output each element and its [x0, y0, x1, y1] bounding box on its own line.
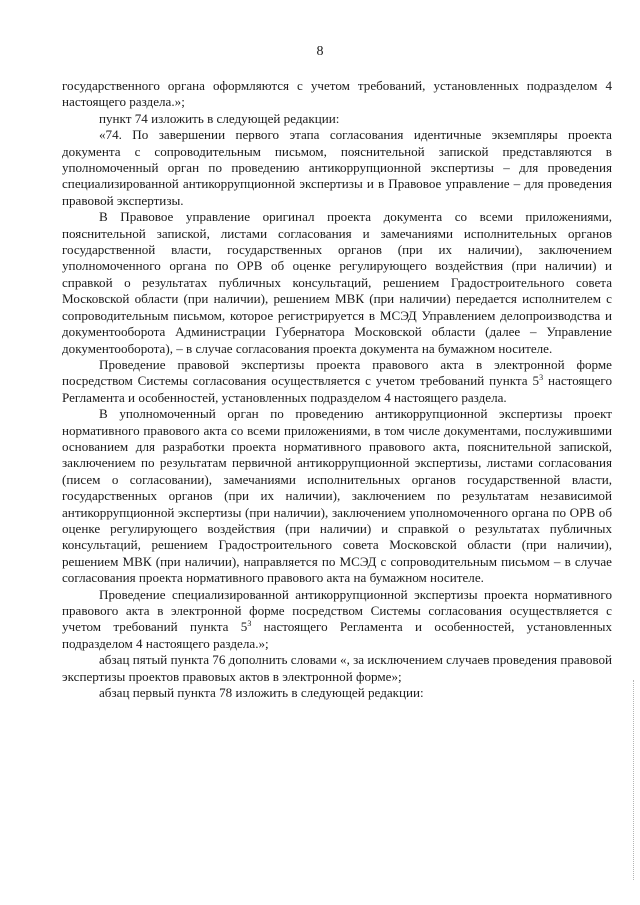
paragraph-amendment-78-intro: абзац первый пункта 78 изложить в следующей редакции: [99, 685, 424, 701]
superscript-index: 3 [247, 619, 252, 629]
paragraph-text-part: настоящего Регламента и особенностей, установленных подразделом 4 настоящего раздела.»; [62, 619, 613, 651]
scan-edge-mark [632, 680, 634, 880]
document-body [62, 78, 612, 701]
paragraph-text-part: Проведение правовой экспертизы проекта правового акта в электронной форме посредством Системы согласования осуществляется с учетом требований пункта 5 [62, 356, 612, 389]
page-number: 8 [316, 44, 324, 59]
paragraph-anticorruption-electronic [62, 587, 612, 653]
paragraph-amendment-76: абзац пятый пункта 76 дополнить словами «, за исключением случаев проведения правовой экспертизы проектов правовых актов в электронной форме»; [62, 652, 613, 684]
paragraph-legal-expertise-electronic [62, 357, 612, 406]
paragraph-74: «74. По завершении первого этапа согласования идентичные экземпляры проекта документа с сопроводительным письмом, пояснительной запиской представляются в уполномоченный орган по проведению антикоррупционной экспертизы – для проведения специализированной антикоррупционной экспертизы и в Правовое управление – для проведения правовой экспертизы. [62, 127, 612, 208]
paragraph-text-part: настоящего Регламента и особенностей, установленных подразделом 4 настоящего раздела. [62, 373, 612, 405]
superscript-index: 3 [539, 373, 544, 383]
paragraph-text-part: Проведение специализированной антикоррупционной экспертизы проекта нормативного правового акта в электронной форме посредством Системы согласования осуществляется с учетом требований пункта 5 [62, 586, 612, 635]
paragraph-anticorruption-body: В уполномоченный орган по проведению антикоррупционной экспертизы проект нормативного правового акта со всеми приложениями, в том числе документами, послужившими основанием для разработки проекта нормативного правового акта, пояснительной запиской, заключением по результатам первичной антикоррупционной экспертизы, листами согласования (писем о согласовании), замечаниями исполнительных органов государственной власти, государственных органов (при их наличии), заключением по результатам независимой антикоррупционной экспертизы (при наличии), заключением уполномоченного органа по ОРВ об оценке регулирующего воздействия (при наличии) и справкой о результатах публичных консультаций, решением Градостроительного совета Московской области (при наличии), решением МВК (при наличии), направляется по МСЭД с сопроводительным письмом – в случае согласования проекта нормативного правового акта на бумажном носителе. [62, 406, 612, 586]
paragraph-continuation: государственного органа оформляются с учетом требований, установленных подразделом 4 настоящего раздела.»; [62, 78, 612, 110]
paragraph-legal-department: В Правовое управление оригинал проекта документа со всеми приложениями, пояснительной запиской, листами согласования и замечаниями исполнительных органов государственной власти, государственных органов (при их наличии), заключением уполномоченного органа по ОРВ об оценке регулирующего воздействия (при наличии) и справкой о результатах публичных консультаций, решением Градостроительного совета Московской области (при наличии), решением МВК (при наличии) передается исполнителем с сопроводительным письмом, которое регистрируется в МСЭД Управлением делопроизводства и документооборота Администрации Губернатора Московской области (далее – Управление документооборота), – в случае согласования проекта документа на бумажном носителе. [62, 209, 612, 356]
paragraph-amendment-74-intro: пункт 74 изложить в следующей редакции: [99, 110, 340, 126]
